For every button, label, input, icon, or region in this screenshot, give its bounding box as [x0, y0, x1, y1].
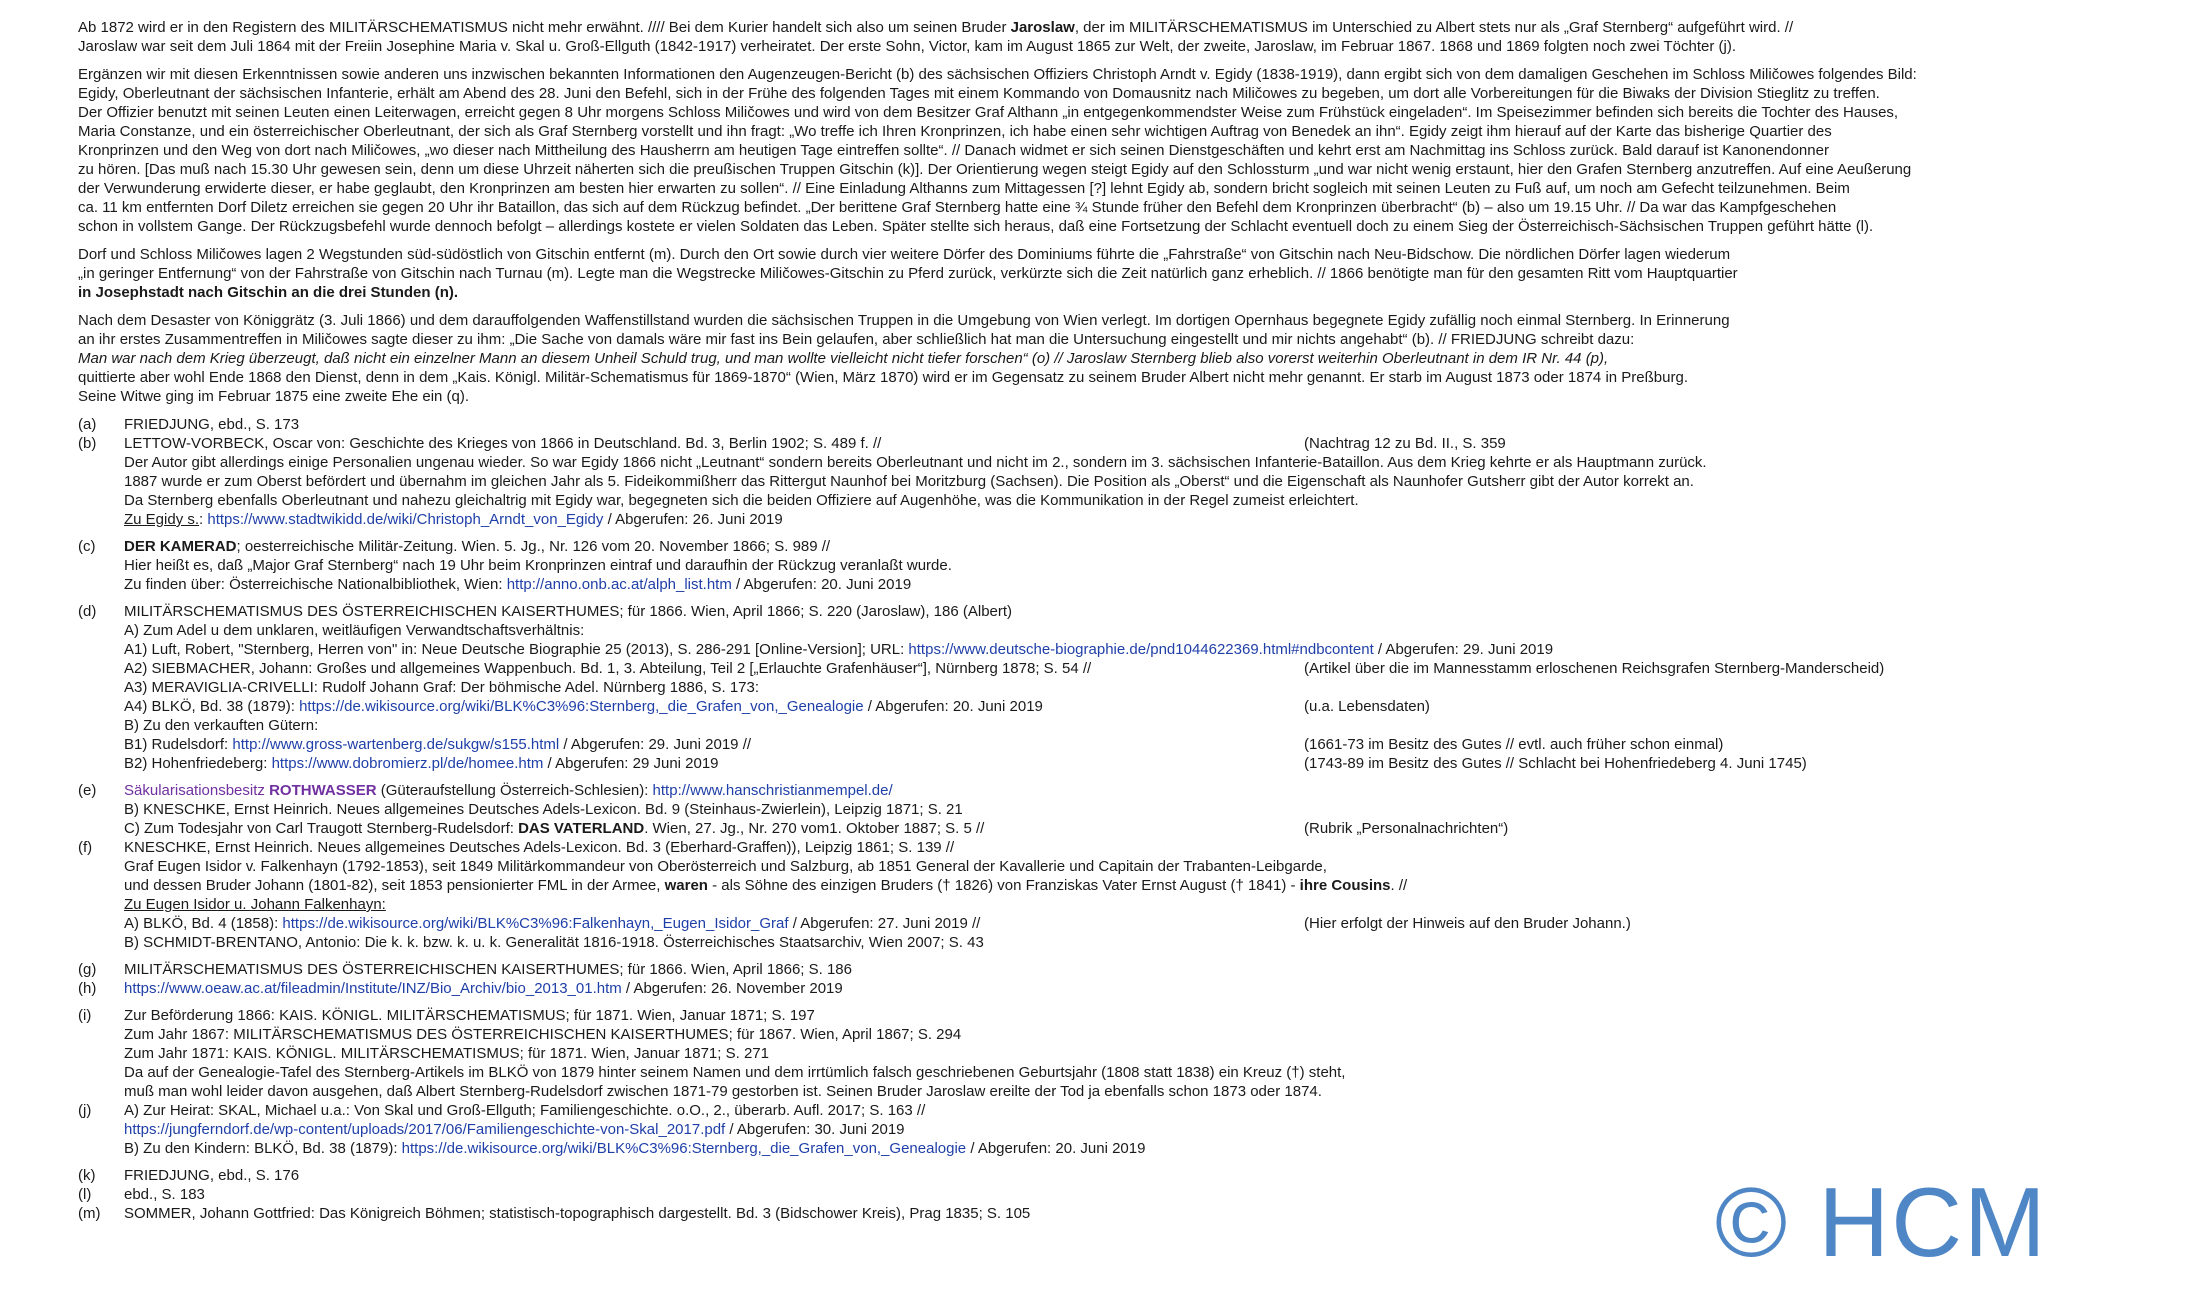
footnote-text: A) BLKÖ, Bd. 4 (1858): — [124, 915, 283, 932]
footnote-text: / Abgerufen: 30. Juni 2019 — [725, 1121, 905, 1138]
footnote-text: / Abgerufen: 29. Juni 2019 // — [559, 736, 752, 753]
footnote-tag: (d) — [78, 603, 97, 620]
footnote-tag: (l) — [78, 1186, 92, 1203]
footnote-text: / Abgerufen: 27. Juni 2019 // — [788, 915, 981, 932]
text: Man war nach dem Krieg überzeugt, daß nicht ein einzelner Mann an diesem Unheil Schuld trug, und man wollte vielleicht nicht tiefer forschen“ (o) // Jaroslaw Sternberg blieb also vorerst weiterhin Oberleutnant in dem IR Nr. 44 (p), — [78, 350, 1609, 367]
footnote-tag: (m) — [78, 1205, 101, 1222]
footnote-tag: (i) — [78, 1007, 92, 1024]
dobromierz-link[interactable]: https://www.dobromierz.pl/de/homee.htm — [271, 755, 544, 772]
egidy-link[interactable]: https://www.stadtwikidd.de/wiki/Christoph_Arndt_von_Egidy — [207, 511, 604, 528]
footnote-text: FRIEDJUNG, ebd., S. 173 — [124, 416, 300, 433]
footnote-a — [78, 415, 2188, 434]
footnote-tag: (a) — [78, 416, 97, 433]
oeaw-link[interactable]: https://www.oeaw.ac.at/fileadmin/Institute/INZ/Bio_Archiv/bio_2013_01.htm — [124, 980, 622, 997]
text: quittierte aber wohl Ende 1868 den Dienst, denn in dem „Kais. Königl. Militär-Schematismus für 1869-1870“ (Wien, März 1870) wird er im Gegensatz zu seinem Bruder Albert nicht mehr genannt. Er starb im August 1873 oder 1874 in Preßburg. — [78, 369, 1688, 386]
footnote-tag: (f) — [78, 839, 93, 856]
footnote-tag: (e) — [78, 782, 97, 799]
footnote-text: / Abgerufen: 26. November 2019 — [621, 980, 843, 997]
footnote-title: ROTHWASSER — [269, 782, 377, 799]
footnote-text: Zum Jahr 1867: MILITÄRSCHEMATISMUS DES ÖSTERREICHISCHEN KAISERTHUMES; für 1867. Wien, April 1867; S. 294 — [124, 1026, 962, 1043]
text: , der im MILITÄRSCHEMATISMUS im Unterschied zu Albert stets nur als „Graf Sternberg“ aufgeführt wird. // — [1074, 19, 1794, 36]
text: in Josephstadt nach Gitschin an die drei Stunden (n). — [78, 284, 459, 301]
footnote-title: DAS VATERLAND — [518, 820, 645, 837]
footnote-text: KNESCHKE, Ernst Heinrich. Neues allgemeines Deutsches Adels-Lexicon. Bd. 3 (Eberhard-Graffen)), Leipzig 1861; S. 139 // — [124, 839, 955, 856]
footnote-g — [78, 960, 2188, 979]
footnote-text: Der Autor gibt allerdings einige Personalien ungenau wieder. So war Egidy 1866 nicht „Leutnant“ sondern bereits Oberleutnant und nicht im 2., sondern im 3. sächsischen Infanterie-Bataillon. Aus dem Krieg kehrte er als Hauptmann zurück. — [124, 454, 1707, 471]
footnote-text: Graf Eugen Isidor v. Falkenhayn (1792-1853), seit 1849 Militärkommandeur von Oberösterreich und Salzburg, ab 1851 General der Kavallerie und Capitain der Trabanten-Leibgarde, — [124, 858, 1327, 875]
footnote-aside: (u.a. Lebensdaten) — [1304, 698, 1430, 715]
footnote-text: Hier heißt es, daß „Major Graf Sternberg“ nach 19 Uhr beim Kronprinzen eintraf und daraufhin der Rückzug veranlaßt wurde. — [124, 557, 952, 574]
text: an ihr erstes Zusammentreffen in Miličowes sagte dieser zu ihm: „Die Sache von damals wäre mir fast ins Bein gelaufen, aber schließlich hat man die Untersuchung eingestellt und mir nichts angehabt“ (b). // FRIEDJUNG schreibt dazu: — [78, 331, 1635, 348]
footnote-text: Zur Beförderung 1866: KAIS. KÖNIGL. MILITÄRSCHEMATISMUS; für 1871. Wien, Januar 1871; S. 197 — [124, 1007, 815, 1024]
footnote-aside: (Hier erfolgt der Hinweis auf den Bruder Johann.) — [1304, 915, 1631, 932]
text-bold: Jaroslaw — [1010, 19, 1075, 36]
footnote-text: B) KNESCHKE, Ernst Heinrich. Neues allgemeines Deutsches Adels-Lexicon. Bd. 9 (Steinhaus-Zwierlein), Leipzig 1871; S. 21 — [124, 801, 963, 818]
footnote-title: DER KAMERAD — [124, 538, 237, 555]
text: Kronprinzen und den Weg von dort nach Miličowes, „wo dieser nach Mittheilung des Hausherrn am heutigen Tage eintreffen sollte“. // Danach widmet er sich seinen Dienstgeschäften und kehrt erst am Nachmittag ins Schloss zurück. Bald darauf ist Kanonendonner — [78, 142, 1829, 159]
footnote-aside: (1743-89 im Besitz des Gutes // Schlacht bei Hohenfriedeberg 4. Juni 1745) — [1304, 755, 1807, 772]
footnote-text: FRIEDJUNG, ebd., S. 176 — [124, 1167, 300, 1184]
footnote-text: A2) SIEBMACHER, Johann: Großes und allgemeines Wappenbuch. Bd. 1, 3. Abteilung, Teil 2 [„Erlauchte Grafenhäuser“], Nürnberg 1878; S. 54 // — [124, 660, 1092, 677]
footnote-aside: (Nachtrag 12 zu Bd. II., S. 359 — [1304, 435, 1506, 452]
footnote-text: Da auf der Genealogie-Tafel des Sternberg-Artikels im BLKÖ von 1879 hinter seinem Namen und dem irrtümlich falsch geschriebenen Geburtsjahr (1808 statt 1838) ein Kreuz (†) steht, — [124, 1064, 1346, 1081]
footnote-text: Da Sternberg ebenfalls Oberleutnant und nahezu gleichaltrig mit Egidy war, begegneten sich die beiden Offiziere auf Augenhöhe, was die Kommunikation in der Regel zumeist erleichtert. — [124, 492, 1359, 509]
footnote-text: A) Zur Heirat: SKAL, Michael u.a.: Von Skal und Groß-Ellguth; Familiengeschichte. o.O., 2., überarb. Aufl. 2017; S. 163 // — [124, 1102, 926, 1119]
text: der Verwunderung erwiderte dieser, er habe geglaubt, den Kronprinzen am besten hier erwarten zu sollen“. // Eine Einladung Althanns zum Mittagessen [?] lehnt Egidy ab, sondern bricht sogleich mit seinen Leuten zu Fuß auf, um noch am Gefecht teilzunehmen. Beim — [78, 180, 1850, 197]
footnote-tag: (h) — [78, 980, 97, 997]
text: „in geringer Entfernung“ von der Fahrstraße von Gitschin nach Turnau (m). Legte man die Wegstrecke Miličowes-Gitschin zu Pferd zurück, verkürzte sich die Zeit natürlich ganz erheblich. // 1866 benötigte man für den gesamten Ritt vom Hauptquartier — [78, 265, 1738, 282]
footnote-text: A) Zum Adel u dem unklaren, weitläufigen Verwandtschaftsverhältnis: — [124, 622, 585, 639]
paragraph-1 — [78, 18, 2188, 56]
footnote-text: und dessen Bruder Johann (1801-82), seit 1853 pensionierter FML in der Armee, — [124, 877, 665, 894]
text: Nach dem Desaster von Königgrätz (3. Juli 1866) und dem darauffolgenden Waffenstillstand wurden die sächsischen Truppen in die Umgebung von Wien verlegt. Im dortigen Opernhaus begegnete Egidy zufällig noch einmal Sternberg. In Erinnerung — [78, 312, 1730, 329]
text: Seine Witwe ging im Februar 1875 eine zweite Ehe ein (q). — [78, 388, 470, 405]
footnote-text: / Abgerufen: 29. Juni 2019 — [1373, 641, 1554, 658]
blko-falkenhayn-link[interactable]: https://de.wikisource.org/wiki/BLK%C3%96:Falkenhayn,_Eugen_Isidor_Graf — [282, 915, 789, 932]
footnote-text: A4) BLKÖ, Bd. 38 (1879): — [124, 698, 300, 715]
jungferndorf-link[interactable]: https://jungferndorf.de/wp-content/uploads/2017/06/Familiengeschichte-von-Skal_2017.pdf — [124, 1121, 726, 1138]
footnote-tag: (g) — [78, 961, 97, 978]
ndb-link[interactable]: https://www.deutsche-biographie.de/pnd1044622369.html#ndbcontent — [908, 641, 1374, 658]
footnote-text: A1) Luft, Robert, "Sternberg, Herren von" in: Neue Deutsche Biographie 25 (2013), S. 286-291 [Online-Version]; URL: — [124, 641, 909, 658]
footnote-i — [78, 1006, 2188, 1101]
footnotes — [78, 415, 2188, 1223]
anno-link[interactable]: http://anno.onb.ac.at/alph_list.htm — [506, 576, 732, 593]
footnote-aside: (Artikel über die im Mannesstamm erloschenen Reichsgrafen Sternberg-Manderscheid) — [1304, 660, 1885, 677]
footnote-text: B) Zu den verkauften Gütern: — [124, 717, 319, 734]
footnote-aside: (Rubrik „Personalnachrichten“) — [1304, 820, 1509, 837]
blko-sternberg-children-link[interactable]: https://de.wikisource.org/wiki/BLK%C3%96:Sternberg,_die_Grafen_von,_Genealogie — [401, 1140, 967, 1157]
footnote-f — [78, 838, 2188, 952]
text: Der Offizier benutzt mit seinen Leuten einen Leiterwagen, erreicht gegen 8 Uhr morgens Schloss Miličowes und wird von dem Besitzer Graf Althann „in entgegenkommendster Weise zum Frühstück eingeladen“. Im Speisezimmer befinden sich bereits die Tochter des Hauses, — [78, 104, 1899, 121]
footnote-text: B2) Hohenfriedeberg: — [124, 755, 272, 772]
footnote-text: B) SCHMIDT-BRENTANO, Antonio: Die k. k. bzw. k. u. k. Generalität 1816-1918. Österreichisches Staatsarchiv, Wien 2007; S. 43 — [124, 934, 984, 951]
footnote-d — [78, 602, 2188, 773]
text: Egidy, Oberleutnant der sächsischen Infanterie, erhält am Abend des 28. Juni den Befehl, sich in der Frühe des folgenden Tages mit einem Kommando von Domausnitz nach Miličowes zu begeben, um dort alle Vorbereitungen für die Biwaks der Division Stieglitz zu treffen. — [78, 85, 1880, 102]
rudelsdorf-link[interactable]: http://www.gross-wartenberg.de/sukgw/s155.html — [232, 736, 560, 753]
footnote-text: ; oesterreichische Militär-Zeitung. Wien. 5. Jg., Nr. 126 vom 20. November 1866; S. 989 // — [236, 538, 831, 555]
footnote-text: Säkularisationsbesitz — [124, 782, 270, 799]
footnote-text: / Abgerufen: 20. Juni 2019 — [731, 576, 912, 593]
text: Ab 1872 wird er in den Registern des MILITÄRSCHEMATISMUS nicht mehr erwähnt. //// Bei dem Kurier handelt sich also um seinen Bruder — [78, 19, 1011, 36]
footnote-h — [78, 979, 2188, 998]
footnote-bold: waren — [664, 877, 708, 894]
mempel-link[interactable]: http://www.hanschristianmempel.de/ — [652, 782, 893, 799]
footnote-text: B1) Rudelsdorf: — [124, 736, 233, 753]
text: ca. 11 km entfernten Dorf Diletz erreichen sie gegen 20 Uhr ihr Bataillon, das sich auf dem Rückzug befindet. „Der berittene Graf Sternberg hatte eine ¾ Stunde früher den Befehl dem Kronprinzen überbracht“ (b) – also um 19.15 Uhr. // Da war das Kampfgeschehen — [78, 199, 1837, 216]
footnote-tag: (k) — [78, 1167, 96, 1184]
footnote-text: / Abgerufen: 20. Juni 2019 — [863, 698, 1043, 715]
footnote-text: - als Söhne des einzigen Bruders († 1826) von Franziskas Vater Ernst August († 1841) - — [707, 877, 1300, 894]
footnote-text: . Wien, 27. Jg., Nr. 270 vom1. Oktober 1887; S. 5 // — [644, 820, 985, 837]
footnote-text: / Abgerufen: 29 Juni 2019 — [543, 755, 719, 772]
footnote-b: (b) LETTOW-VORBECK, Oscar von: Geschichte des Krieges von 1866 in Deutschland. Bd. 3, Berlin 1902; S. 489 f. // (Nachtrag 12 zu Bd. II., S. 359 Der Autor gibt allerdings einige Personalien ungenau wieder. So war Egidy 1866 nicht „Leutnant“ sondern bereits Oberleutnant und nicht im 2., sondern im 3. sächsischen Infanterie-Bataillon. Aus dem Krieg kehrte er als Hauptmann zurück. 1887 wurde er zum Oberst befördert und übernahm im gleichen Jahr als 5. Fideikommißherr das Rittergut Naunhof bei Moritzburg (Sachsen). Die Position als „Oberst“ und die Eigenschaft als Naunhofer Gutsherr gibt der Autor korrekt an. Da Sternberg ebenfalls Oberleutnant und nahezu gleichaltrig mit Egidy war, begegneten sich die beiden Offiziere auf Augenhöhe, was die Kommunikation in der Regel zumeist erleichtert. Zu Egidy s.: https://www.stadtwikidd.de/wiki/Christoph_Arndt_von_Egidy / Abgerufen: 26. Juni 2019 — [78, 434, 2188, 529]
paragraph-4 — [78, 311, 2188, 406]
footnote-text: (Güteraufstellung Österreich-Schlesien): — [376, 782, 653, 799]
footnote-tag: (c) — [78, 538, 96, 555]
footnote-text: LETTOW-VORBECK, Oscar von: Geschichte des Krieges von 1866 in Deutschland. Bd. 3, Berlin 1902; S. 489 f. // — [124, 435, 882, 452]
footnote-text: SOMMER, Johann Gottfried: Das Königreich Böhmen; statistisch-topographisch dargestellt. Bd. 3 (Bidschower Kreis), Prag 1835; S. 105 — [124, 1205, 1031, 1222]
footnote-label: Zu Egidy s. — [124, 511, 200, 528]
footnote-text: / Abgerufen: 26. Juni 2019 — [603, 511, 783, 528]
footnote-text: A3) MERAVIGLIA-CRIVELLI: Rudolf Johann Graf: Der böhmische Adel. Nürnberg 1886, S. 173: — [124, 679, 760, 696]
text: zu hören. [Das muß nach 15.30 Uhr gewesen sein, denn um diese Uhrzeit näherten sich die preußischen Truppen Gitschin (k)]. Der Orientierung wegen steigt Egidy auf den Schlossturm „und war nicht wenig erstaunt, hier den Grafen Sternberg anzutreffen. Auf eine Aeußerung — [78, 161, 1912, 178]
document-page — [78, 18, 2188, 1223]
footnote-text: 1887 wurde er zum Oberst befördert und übernahm im gleichen Jahr als 5. Fideikommißherr das Rittergut Naunhof bei Moritzburg (Sachsen). Die Position als „Oberst“ und die Eigenschaft als Naunhofer Gutsherr gibt der Autor korrekt an. — [124, 473, 1694, 490]
footnote-tag: (b) — [78, 435, 97, 452]
footnote-text: MILITÄRSCHEMATISMUS DES ÖSTERREICHISCHEN KAISERTHUMES; für 1866. Wien, April 1866; S. 186 — [124, 961, 852, 978]
blko-sternberg-link[interactable]: https://de.wikisource.org/wiki/BLK%C3%96:Sternberg,_die_Grafen_von,_Genealogie — [299, 698, 864, 715]
footnote-aside: (1661-73 im Besitz des Gutes // evtl. auch früher schon einmal) — [1304, 736, 1724, 753]
footnote-tag: (j) — [78, 1102, 92, 1119]
footnote-text: / Abgerufen: 20. Juni 2019 — [966, 1140, 1146, 1157]
text: schon in vollstem Gange. Der Rückzugsbefehl wurde dennoch befolgt – allerdings kostete er vielen Soldaten das Leben. Später stellte sich heraus, daß eine Fortsetzung der Schlacht eventuell doch zu einem Sieg der Österreichisch-Sächsischen Truppen geführt hätte (l). — [78, 218, 1874, 235]
footnote-text: muß man wohl leider davon ausgehen, daß Albert Sternberg-Rudelsdorf zwischen 1871-79 gestorben ist. Seinen Bruder Jaroslaw ereilte der Tod ja ebenfalls schon 1873 oder 1874. — [124, 1083, 1322, 1100]
paragraph-2 — [78, 65, 2188, 236]
footnote-text: Zum Jahr 1871: KAIS. KÖNIGL. MILITÄRSCHEMATISMUS; für 1871. Wien, Januar 1871; S. 271 — [124, 1045, 769, 1062]
footnote-label: Zu Eugen Isidor u. Johann Falkenhayn: — [124, 896, 386, 913]
text: Jaroslaw war seit dem Juli 1864 mit der Freiin Josephine Maria v. Skal u. Groß-Ellguth (1842-1917) verheiratet. Der erste Sohn, Victor, kam im August 1865 zur Welt, der zweite, Jaroslaw, im Februar 1867. 1868 und 1869 folgten noch zwei Töchter (j). — [78, 38, 1737, 55]
text: Maria Constanze, und ein österreichischer Oberleutnant, der sich als Graf Sternberg vorstellt und ihn fragt: „Wo treffe ich Ihren Kronprinzen, ich habe einen sehr wichtigen Auftrag von Benedek an ihn“. Egidy zeigt ihm hierauf auf der Karte das bisherige Quartier des — [78, 123, 1832, 140]
footnote-text: ebd., S. 183 — [124, 1186, 205, 1203]
footnote-text: C) Zum Todesjahr von Carl Traugott Sternberg-Rudelsdorf: — [124, 820, 519, 837]
footnote-bold: ihre Cousins — [1299, 877, 1391, 894]
footnote-text: Zu finden über: Österreichische Nationalbibliothek, Wien: — [124, 576, 507, 593]
footnote-text: MILITÄRSCHEMATISMUS DES ÖSTERREICHISCHEN KAISERTHUMES; für 1866. Wien, April 1866; S. 220 (Jaroslaw), 186 (Albert) — [124, 603, 1013, 620]
footnote-j — [78, 1101, 2188, 1158]
text: Ergänzen wir mit diesen Erkenntnissen sowie anderen uns inzwischen bekannten Informationen den Augenzeugen-Bericht (b) des sächsischen Offiziers Christoph Arndt v. Egidy (1838-1919), dann ergibt sich von dem damaligen Geschehen im Schloss Miličowes folgendes Bild: — [78, 66, 1917, 83]
footnote-c — [78, 537, 2188, 594]
footnote-text: B) Zu den Kindern: BLKÖ, Bd. 38 (1879): — [124, 1140, 402, 1157]
copyright-watermark: © HCM — [1715, 1167, 2048, 1277]
text: Dorf und Schloss Miličowes lagen 2 Wegstunden süd-südöstlich von Gitschin entfernt (m). Durch den Ort sowie durch vier weitere Dörfer des Dominiums führte die „Fahrstraße“ von Gitschin nach Neu-Bidschow. Die nördlichen Dörfer lagen wiederum — [78, 246, 1731, 263]
footnote-e — [78, 781, 2188, 838]
paragraph-3 — [78, 245, 2188, 302]
footnote-text: . // — [1390, 877, 1408, 894]
